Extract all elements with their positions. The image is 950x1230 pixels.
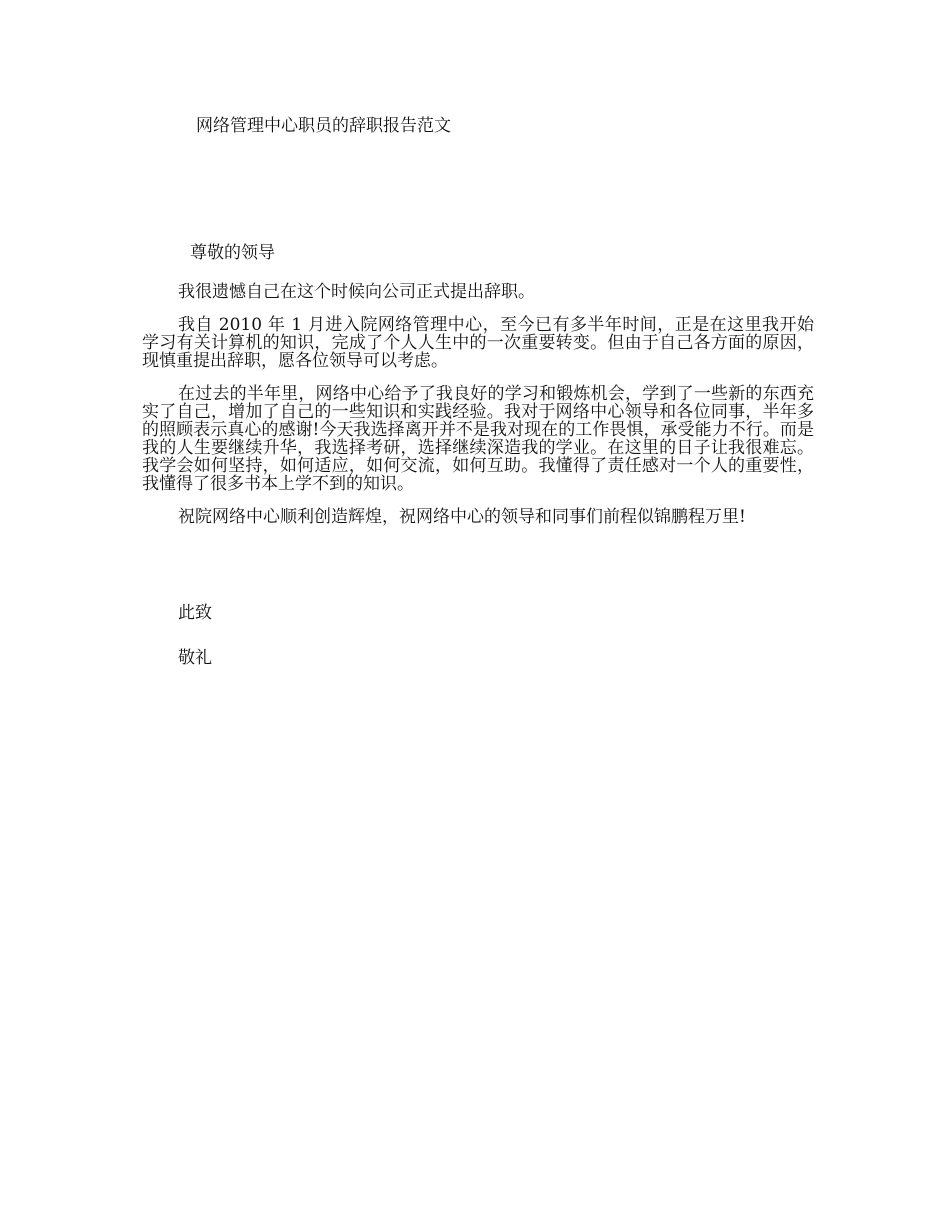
closing-salute: 敬礼 — [178, 648, 212, 668]
paragraph-background: 我自 2010 年 1 月进入院网络管理中心，至今已有多半年时间，正是在这里我开始学习有关计算机的知识，完成了个人人生中的一次重要转变。但由于自己各方面的原因，现慎重提出辞职，愿各位领导可以考虑。 — [142, 315, 814, 371]
closing-phrase: 此致 — [178, 603, 212, 623]
paragraph-wishes: 祝院网络中心顺利创造辉煌，祝网络中心的领导和同事们前程似锦鹏程万里! — [178, 507, 746, 527]
letter-body — [142, 283, 814, 541]
paragraph-intro: 我很遗憾自己在这个时候向公司正式提出辞职。 — [178, 282, 535, 302]
document-title: 网络管理中心职员的辞职报告范文 — [196, 116, 451, 136]
paragraph-gratitude: 在过去的半年里，网络中心给予了我良好的学习和锻炼机会，学到了一些新的东西充实了自己，增加了自己的一些知识和实践经验。我对于网络中心领导和各位同事，半年多的照顾表示真心的感谢!今天我选择离开并不是我对现在的工作畏惧，承受能力不行。而是我的人生要继续升华，我选择考研，选择继续深造我的学业。在这里的日子让我很难忘。我学会如何坚持，如何适应，如何交流，如何互助。我懂得了责任感对一个人的重要性，我懂得了很多书本上学不到的知识。 — [142, 384, 814, 494]
salutation: 尊敬的领导 — [190, 243, 275, 263]
